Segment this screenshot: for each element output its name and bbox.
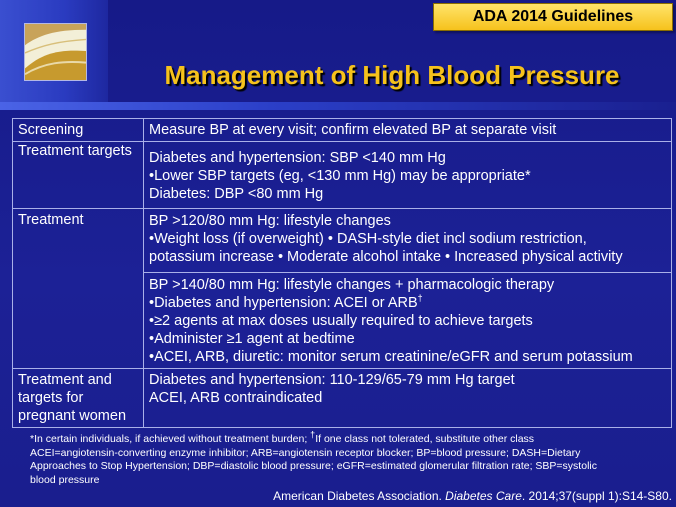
pharmacologic-line: •Administer ≥1 agent at bedtime — [149, 331, 355, 347]
pharmacologic-line: BP >140/80 mm Hg: lifestyle changes + pharmacologic therapy — [149, 277, 555, 293]
pregnant-label-line: targets for — [18, 390, 84, 406]
target-line: •Lower SBP targets (eg, <130 mm Hg) may be appropriate* — [149, 168, 531, 184]
citation-authors: American Diabetes Association. — [273, 489, 442, 503]
pharmacologic-line — [149, 294, 666, 312]
lifestyle-line: BP >120/80 mm Hg: lifestyle changes — [149, 213, 391, 229]
pregnant-label-line: pregnant women — [18, 408, 127, 424]
footnote-line: Approaches to Stop Hypertension; DBP=diastolic blood pressure; eGFR=estimated glomerular filtration rate; SBP=systolic — [30, 460, 597, 472]
footnote — [30, 429, 660, 487]
table-row — [13, 209, 672, 273]
pregnant-cell — [144, 369, 672, 428]
pharmacologic-line: •≥2 agents at max doses usually required to achieve targets — [149, 313, 533, 329]
row-label-pregnant — [13, 369, 144, 428]
ada-logo-icon — [24, 23, 87, 81]
pharmacologic-cell — [144, 273, 672, 369]
footnote-line — [30, 429, 535, 445]
citation-ref: . 2014;37(suppl 1):S14-S80. — [521, 489, 672, 503]
table-row — [13, 142, 672, 209]
guidelines-badge: ADA 2014 Guidelines — [433, 3, 673, 31]
dagger-mark: † — [417, 293, 423, 304]
pharmacologic-line: •ACEI, ARB, diuretic: monitor serum creatinine/eGFR and serum potassium — [149, 349, 633, 365]
pregnant-label-line: Treatment and — [18, 372, 112, 388]
pharmacologic-line-text: •Diabetes and hypertension: ACEI or ARB — [149, 295, 418, 311]
pregnant-line: Diabetes and hypertension: 110-129/65-79 mm Hg target — [149, 372, 515, 388]
lifestyle-cell — [144, 209, 672, 273]
citation — [232, 489, 672, 503]
screening-text: Measure BP at every visit; confirm elevated BP at separate visit — [144, 119, 672, 142]
table-row — [13, 119, 672, 142]
table-row — [13, 369, 672, 428]
slide-title: Management of High Blood Pressure — [164, 60, 620, 90]
row-label-treatment: Treatment — [13, 209, 144, 369]
treatment-targets-cell — [144, 142, 672, 209]
footnote-line: blood pressure — [30, 473, 100, 486]
footnote-dagger: † — [310, 429, 316, 440]
row-label-screening: Screening — [13, 119, 144, 142]
target-line: Diabetes and hypertension: SBP <140 mm Hg — [149, 150, 446, 166]
footnote-asterisk-text: *In certain individuals, if achieved without treatment burden; — [30, 433, 311, 445]
title-underline — [0, 102, 676, 110]
lifestyle-line: •Weight loss (if overweight) • DASH-style diet incl sodium restriction, — [149, 231, 587, 247]
citation-journal: Diabetes Care — [445, 489, 522, 503]
bp-management-table — [12, 118, 672, 428]
row-label-treatment-targets: Treatment targets — [13, 142, 144, 209]
footnote-dagger-text: If one class not tolerated, substitute other class — [315, 433, 535, 445]
pregnant-line: ACEI, ARB contraindicated — [149, 390, 323, 406]
footnote-line: ACEI=angiotensin-converting enzyme inhibitor; ARB=angiotensin receptor blocker; BP=blood pressure; DASH=Dietary — [30, 446, 581, 459]
target-line: Diabetes: DBP <80 mm Hg — [149, 186, 324, 202]
lifestyle-line: potassium increase • Moderate alcohol intake • Increased physical activity — [149, 249, 623, 265]
